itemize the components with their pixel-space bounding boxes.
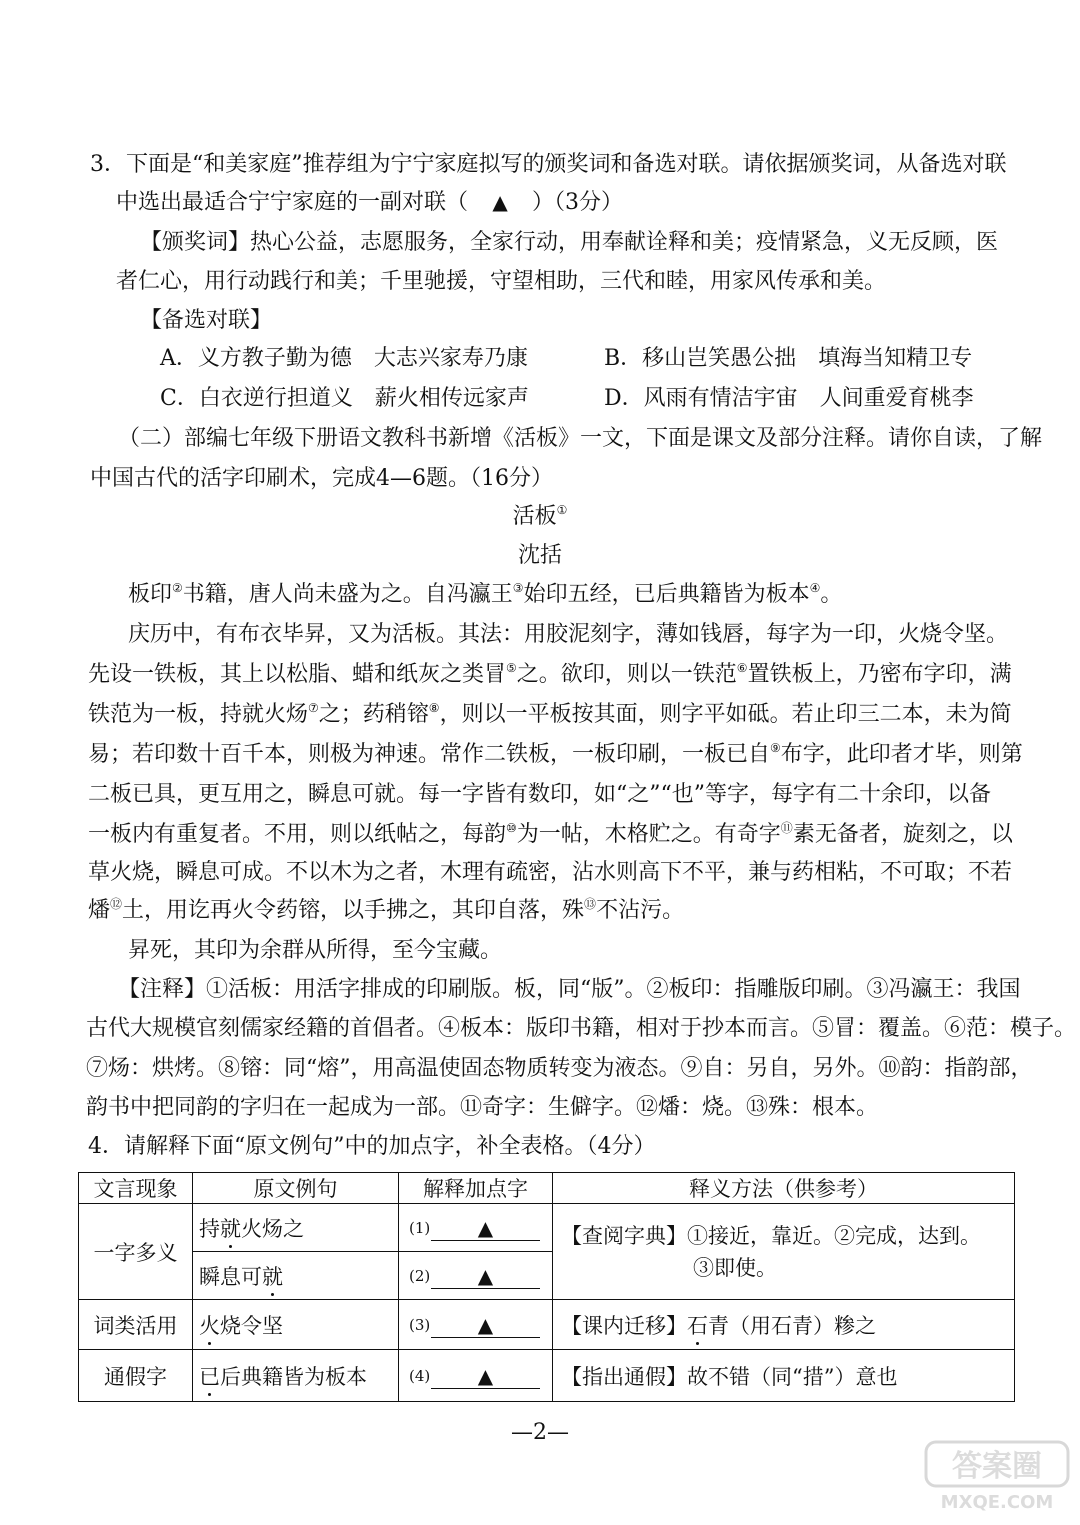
watermark-sub: MXQE.COM <box>940 1492 1054 1513</box>
example-text: 火炀之 <box>241 1216 304 1241</box>
option-a: A．义方教子勤为德 大志兴家寿乃康 <box>160 346 528 371</box>
example-text: 瞬息可 <box>199 1264 262 1289</box>
essay-p2-line2 <box>88 660 1012 690</box>
essay-text: 书籍，唐人尚未盛为之。自冯瀛王 <box>182 582 513 607</box>
answer-cell-3[interactable] <box>399 1300 553 1350</box>
table-header: 原文例句 <box>193 1173 399 1204</box>
note-marker: ⑦ <box>308 701 319 715</box>
essay-title-note: ① <box>556 503 568 517</box>
note-marker: ⑪ <box>780 821 793 835</box>
essay-text: 一板内有重复者。不用，则以纸帖之，每韵 <box>88 822 507 847</box>
note-marker: ⑧ <box>428 701 440 715</box>
answer-blank[interactable] <box>431 1215 540 1241</box>
watermark-text: 答案圈 <box>952 1449 1042 1484</box>
note-marker: ⑩ <box>506 821 517 835</box>
method-text: 青 <box>708 1313 729 1338</box>
answer-cell-1[interactable] <box>399 1204 553 1252</box>
method-cell: 【指出通假】故不错（同“措”）意也 <box>553 1350 1015 1402</box>
triangle-icon: ▲ <box>477 1312 494 1337</box>
essay-text: 为一帖，木格贮之。有奇字 <box>516 822 781 847</box>
example-text: 烧令坚 <box>220 1313 283 1338</box>
example-cell <box>193 1300 399 1350</box>
q3-line2 <box>116 187 623 218</box>
answer-cell-4[interactable] <box>399 1350 553 1402</box>
essay-text: 布字，此印者才毕，则第 <box>780 742 1023 767</box>
category-cell: 通假字 <box>79 1350 193 1402</box>
award-citation-line1: 【颁奖词】热心公益，志愿服务，全家行动，用奉献诠释和美；疫情紧急，义无反顾，医 <box>140 230 999 255</box>
section2-intro2: 中国古代的活字印刷术，完成4—6题。（16分） <box>90 466 553 491</box>
essay-p2-line8 <box>88 896 684 926</box>
method-text: （用石青）糁之 <box>729 1313 876 1338</box>
essay-p2-line3 <box>88 700 1012 730</box>
note-marker: ⑨ <box>770 741 781 755</box>
option-b: B．移山岂笑愚公拙 填海当知精卫专 <box>604 346 973 371</box>
answer-number: (3) <box>409 1315 431 1334</box>
dotted-char: 就 <box>220 1216 241 1241</box>
essay-text: 燔 <box>88 898 111 923</box>
essay-text: 之。欲印，则以一铁范 <box>516 662 737 687</box>
triangle-icon: ▲ <box>477 1263 494 1288</box>
option-d: D．风雨有情洁宇宙 人间重爱育桃李 <box>604 386 974 411</box>
essay-author: 沈括 <box>517 543 562 568</box>
q3-line2-post: ）（3分） <box>532 190 624 215</box>
dotted-char: 石 <box>687 1313 708 1338</box>
essay-text: 土，用讫再火令药镕，以手拂之，其印自落，殊 <box>122 898 585 923</box>
note-marker: ⑬ <box>584 897 597 911</box>
essay-p2-line4 <box>88 740 1023 770</box>
essay-title <box>0 502 1080 532</box>
answer-triangle-icon: ▲ <box>492 190 508 214</box>
note-marker: ⑫ <box>110 897 123 911</box>
answer-table <box>78 1172 1015 1402</box>
essay-p3: 昇死，其印为余群从所得，至今宝藏。 <box>128 938 503 963</box>
essay-p2-line1: 庆历中，有布衣毕昇，又为活板。其法：用胶泥刻字，薄如钱唇，每字为一印，火烧令坚。 <box>128 622 1009 647</box>
notes-line4: 韵书中把同韵的字归在一起成为一部。⑪奇字：生僻字。⑫燔：烧。⑬殊：根本。 <box>86 1095 879 1120</box>
triangle-icon: ▲ <box>477 1363 494 1388</box>
note-marker: ④ <box>809 581 821 595</box>
answer-number: (2) <box>409 1266 431 1285</box>
dotted-char: 就 <box>262 1264 283 1289</box>
notes-line1: 【注释】①活板：用活字排成的印刷版。板，同“版”。②板印：指雕版印刷。③冯瀛王：我国 <box>118 977 1021 1002</box>
example-text: 持 <box>199 1216 220 1241</box>
essay-text: 易；若印数十百千本，则极为神速。常作二铁板，一板印刷，一板已自 <box>88 742 771 767</box>
essay-text: 素无备者，旋刻之，以 <box>792 822 1013 847</box>
method-cell <box>553 1300 1015 1350</box>
page-number: —2— <box>511 1420 569 1445</box>
essay-title-text: 活板 <box>512 504 557 529</box>
essay-text: 始印五经，已后典籍皆为板本 <box>523 582 810 607</box>
section2-intro1: （二）部编七年级下册语文教科书新增《活板》一文，下面是课文及部分注释。请你自读，了解 <box>118 426 1043 451</box>
table-row <box>79 1204 1015 1252</box>
note-marker: ⑤ <box>506 661 517 675</box>
example-text: 后典籍皆为板本 <box>220 1364 367 1389</box>
essay-p2-line7: 草火烧，瞬息可成。不以木为之者，木理有疏密，沾水则高下不平，兼与药相粘，不可取；不若 <box>88 860 1013 885</box>
essay-text: 置铁板上，乃密布字印，满 <box>747 662 1012 687</box>
q3-line1: 3．下面是“和美家庭”推荐组为宁宁家庭拟写的颁奖词和备选对联。请依据颁奖词，从备选对联 <box>90 152 1007 177</box>
category-cell: 一字多义 <box>79 1204 193 1300</box>
options-heading: 【备选对联】 <box>140 308 273 333</box>
essay-text: 铁范为一板，持就火炀 <box>88 702 309 727</box>
essay-text: ，则以一平板按其面，则字平如砥。若止印三二本，未为简 <box>439 702 1012 727</box>
essay-text: 之；药稍镕 <box>318 702 429 727</box>
note-marker: ⑥ <box>736 661 748 675</box>
triangle-icon: ▲ <box>477 1215 494 1240</box>
table-header: 文言现象 <box>79 1173 193 1204</box>
essay-p2-line5: 二板已具，更互用之，瞬息可就。每一字皆有数印，如“之”“也”等字，每字有二十余印，以备 <box>88 782 991 807</box>
answer-number: (1) <box>409 1218 431 1237</box>
method-text: ③即使。 <box>693 1255 777 1280</box>
note-marker: ② <box>172 581 183 595</box>
category-cell: 词类活用 <box>79 1300 193 1350</box>
dotted-char: 火 <box>199 1313 220 1338</box>
essay-p2-line6 <box>88 820 1013 850</box>
essay-text: 。 <box>820 582 843 607</box>
option-c: C．白衣逆行担道义 薪火相传远家声 <box>160 386 529 411</box>
table-header: 释义方法（供参考） <box>553 1173 1015 1204</box>
example-cell <box>193 1350 399 1402</box>
answer-cell-2[interactable] <box>399 1252 553 1300</box>
note-marker: ③ <box>512 581 524 595</box>
answer-number: (4) <box>409 1366 431 1385</box>
essay-text: 先设一铁板，其上以松脂、蜡和纸灰之类冒 <box>88 662 507 687</box>
method-text: 【查阅字典】①接近，靠近。②完成，达到。 <box>561 1223 981 1248</box>
table-header-row <box>79 1173 1015 1204</box>
dotted-char: 已 <box>199 1364 220 1389</box>
essay-p1 <box>128 580 842 610</box>
answer-blank[interactable] <box>431 1263 540 1289</box>
answer-blank[interactable] <box>431 1363 540 1389</box>
method-text: 【课内迁移】 <box>561 1313 687 1338</box>
q4-prompt: 4．请解释下面“原文例句”中的加点字，补全表格。（4分） <box>88 1134 656 1159</box>
example-cell <box>193 1252 399 1300</box>
essay-text: 板印 <box>128 582 173 607</box>
award-citation-line2: 者仁心，用行动践行和美；千里驰援，守望相助，三代和睦，用家风传承和美。 <box>116 269 887 294</box>
answer-blank[interactable] <box>431 1312 540 1338</box>
example-cell <box>193 1204 399 1252</box>
essay-text: 不沾污。 <box>596 898 685 923</box>
table-header: 解释加点字 <box>399 1173 553 1204</box>
watermark-logo-icon <box>922 1436 1072 1516</box>
method-cell <box>553 1204 1015 1300</box>
table-row <box>79 1300 1015 1350</box>
notes-line3: ⑦炀：烘烤。⑧镕：同“熔”，用高温使固态物质转变为液态。⑨自：另自，另外。⑩韵：指韵部， <box>86 1056 1033 1081</box>
q3-line2-pre: 中选出最适合宁宁家庭的一副对联（ <box>116 190 469 215</box>
notes-line2: 古代大规模官刻儒家经籍的首倡者。④板本：版印书籍，相对于抄本而言。⑤冒：覆盖。⑥范：模子。 <box>86 1016 1077 1041</box>
table-row <box>79 1350 1015 1402</box>
